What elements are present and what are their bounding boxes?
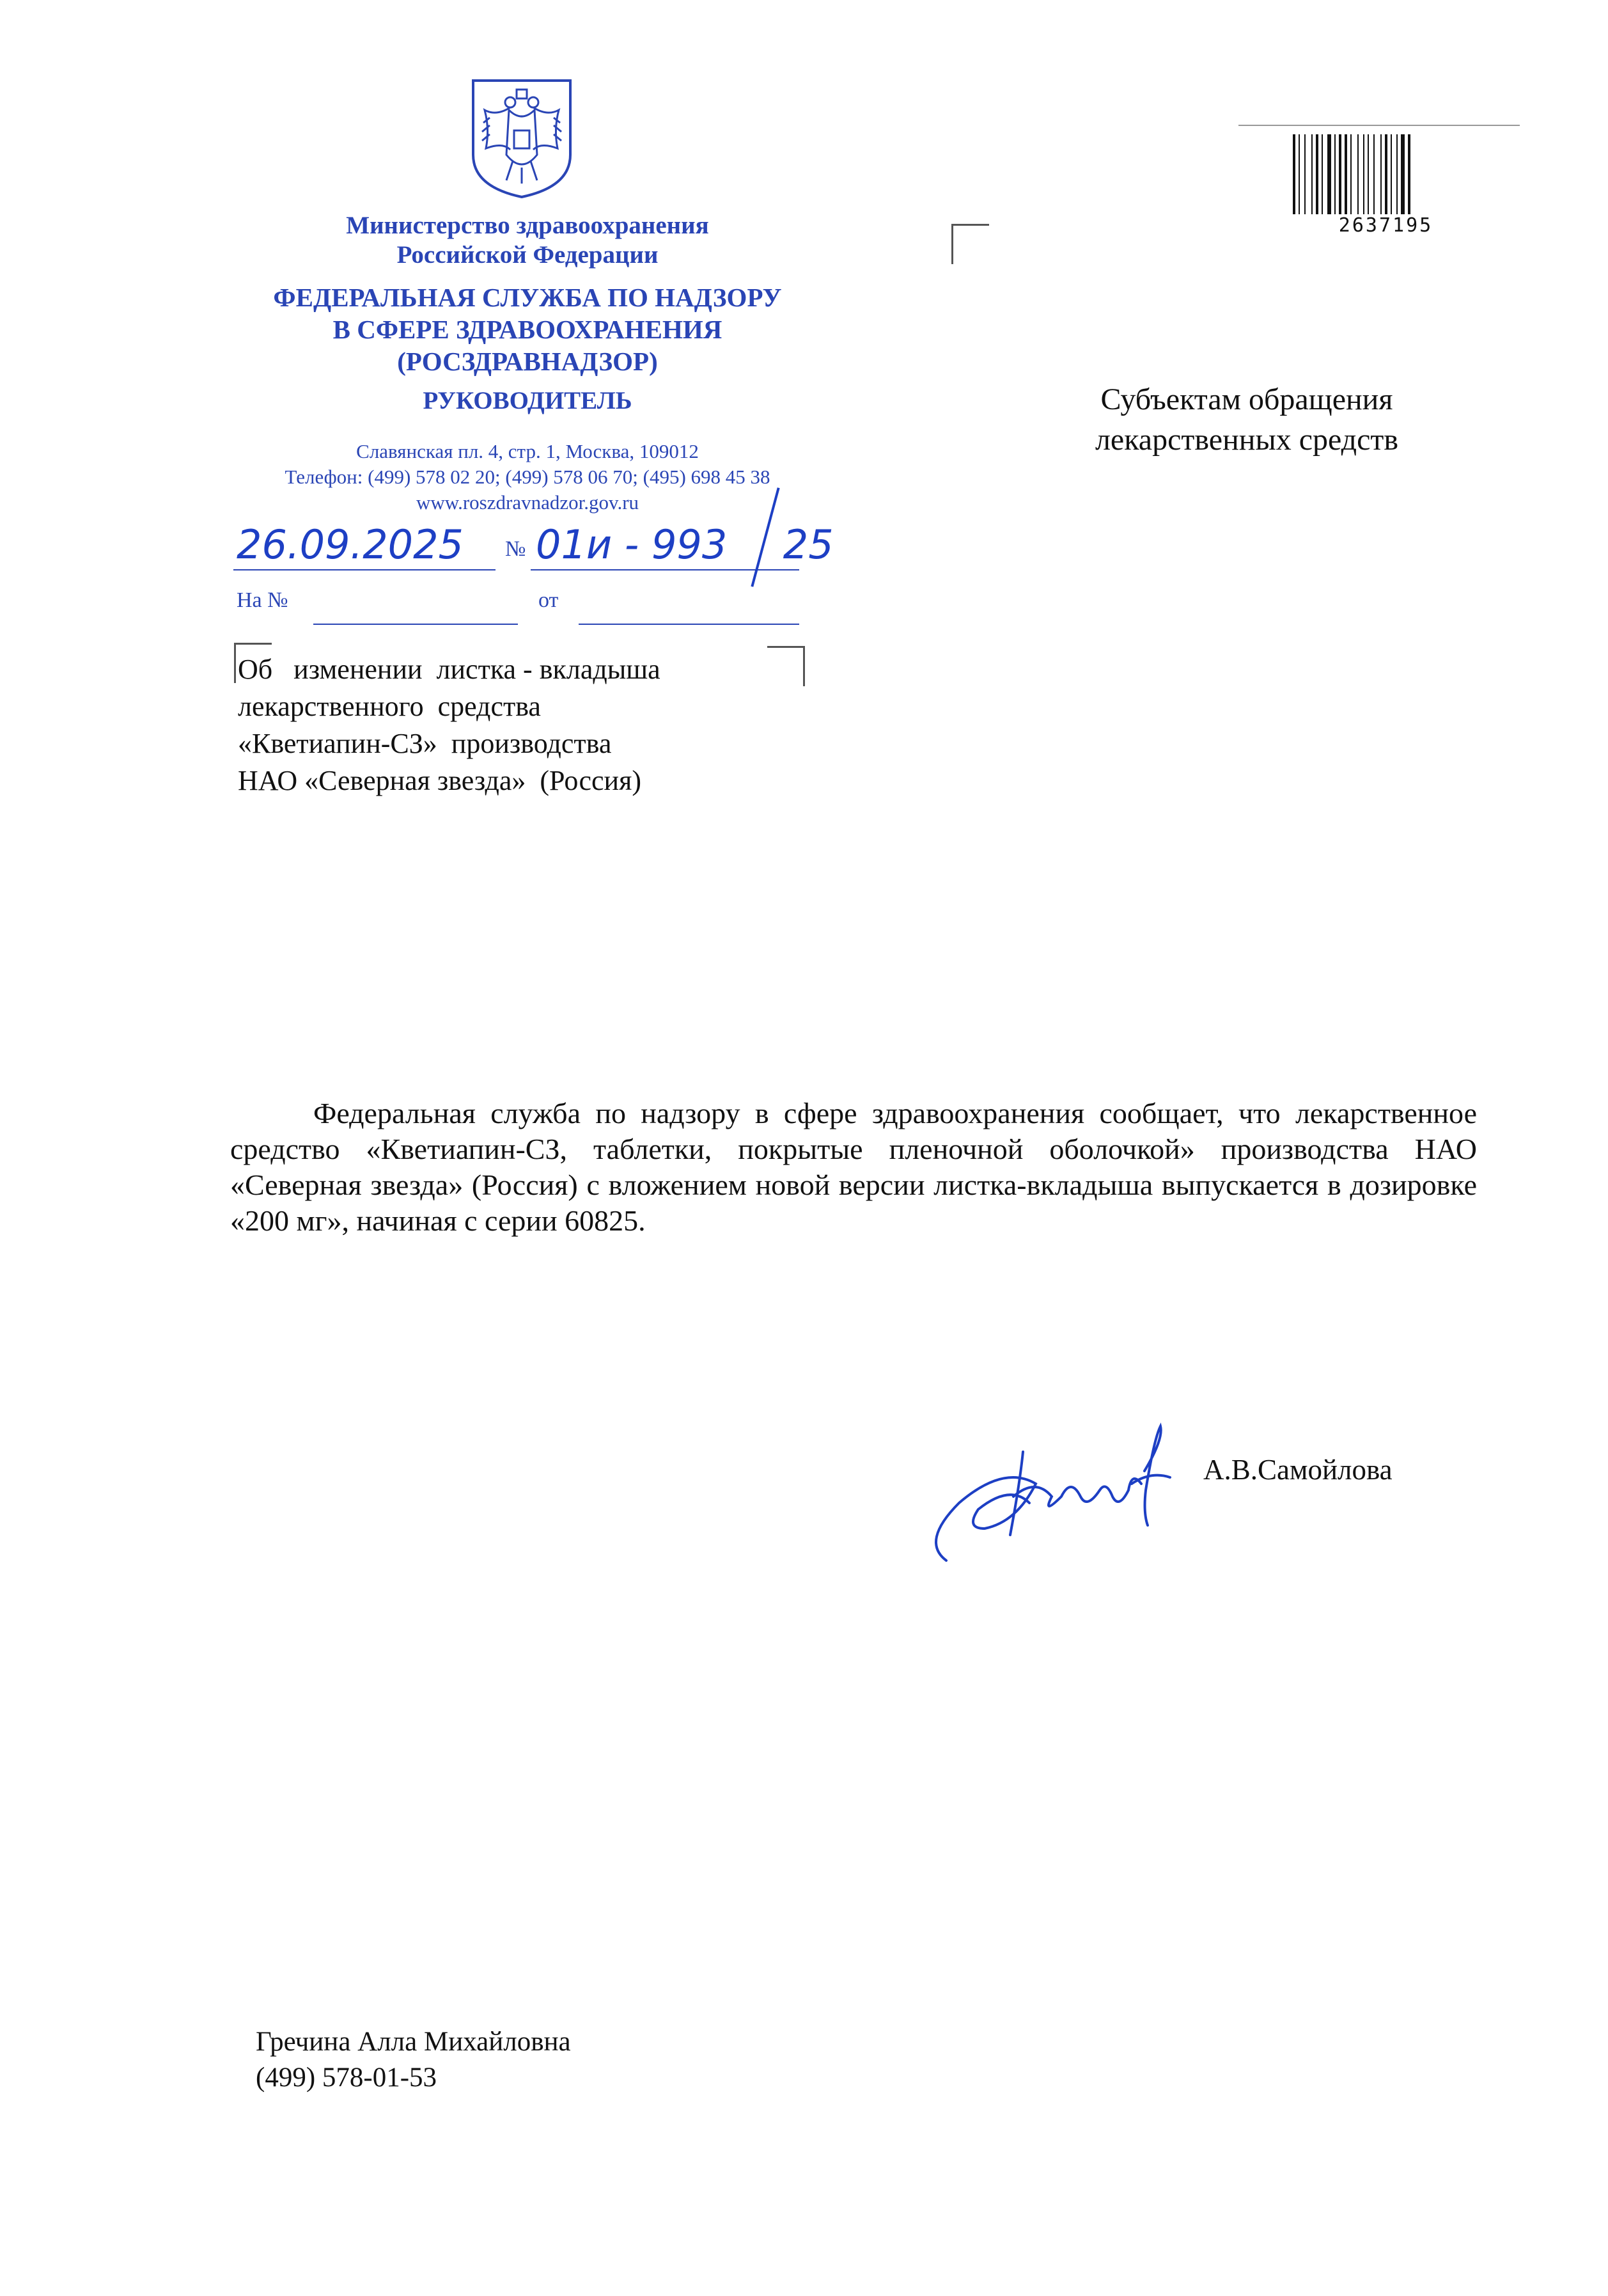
registration-number-main: 01и - 993: [536, 521, 728, 568]
from-label: от: [538, 588, 559, 612]
subject-line: Об изменении листка - вкладыша: [238, 654, 660, 685]
address-line: Телефон: (499) 578 02 20; (499) 578 06 70; (495) 698 45 38: [285, 466, 770, 488]
position-title: РУКОВОДИТЕЛЬ: [423, 387, 632, 414]
barcode-bar: [1311, 134, 1313, 214]
contact-name: Гречина Алла Михайловна: [256, 2027, 571, 2057]
address-line: Славянская пл. 4, стр. 1, Москва, 109012: [356, 440, 699, 462]
barcode-bar: [1368, 134, 1369, 214]
barcode-top-rule: [1238, 125, 1520, 126]
date-underline: [233, 569, 496, 570]
signer-name: А.В.Самойлова: [1203, 1454, 1393, 1486]
barcode-bar: [1327, 134, 1331, 214]
russian-coat-of-arms-icon: [471, 78, 573, 200]
signature: [908, 1401, 1240, 1567]
from-underline: [579, 624, 799, 625]
barcode-bar: [1299, 134, 1300, 214]
contact-block: [256, 2024, 571, 2096]
letter-subject: [238, 651, 813, 799]
barcode-bar: [1391, 134, 1392, 214]
service-name: [208, 281, 847, 377]
barcode-bar: [1322, 134, 1323, 214]
barcode-bar: [1385, 134, 1387, 214]
contact-phone: (499) 578-01-53: [256, 2063, 437, 2093]
website-link[interactable]: www.roszdravnadzor.gov.ru: [416, 491, 639, 514]
barcode-bar: [1316, 134, 1318, 214]
barcode-bar: [1380, 134, 1382, 214]
body-paragraph: Федеральная служба по надзору в сфере здравоохранения сообщает, что лекарственное средство «Кветиапин-СЗ, таблетки, покрытые пленочной оболочкой» производства НАО «Северная звезда» (Россия) с вложением новой версии листка-вкладыша выпускается в дозировке «200 мг», начиная с серии 60825.: [230, 1097, 1477, 1237]
ministry-line: Министерство здравоохранения: [346, 212, 709, 239]
subject-line: НАО «Северная звезда» (Россия): [238, 765, 641, 796]
number-label: №: [505, 537, 526, 561]
barcode-bar: [1350, 134, 1352, 214]
barcode-bar: [1373, 134, 1375, 214]
barcode-number: 2637195: [1338, 214, 1433, 237]
barcode-bar: [1401, 134, 1405, 214]
reference-label: На №: [237, 588, 288, 612]
barcode-bar: [1293, 134, 1295, 214]
reference-underline: [313, 624, 518, 625]
service-line: ФЕДЕРАЛЬНАЯ СЛУЖБА ПО НАДЗОРУ: [273, 283, 782, 312]
barcode-bar: [1396, 134, 1398, 214]
barcode-bar: [1304, 134, 1306, 214]
service-line: (РОСЗДРАВНАДЗОР): [397, 347, 658, 376]
service-line: В СФЕРЕ ЗДРАВООХРАНЕНИЯ: [332, 315, 722, 344]
registration-number: [536, 521, 834, 568]
recipient-corner-mark: [951, 224, 989, 264]
registration-number-suffix: 25: [783, 521, 834, 568]
barcode-bar: [1345, 134, 1347, 214]
recipient-line: Субъектам обращения: [1100, 382, 1393, 416]
number-underline: [531, 569, 799, 570]
ministry-name: [208, 211, 847, 270]
barcode-bar: [1363, 134, 1364, 214]
barcode-bar: [1334, 134, 1336, 214]
barcode-icon: [1292, 134, 1480, 214]
barcode-bar: [1408, 134, 1410, 214]
letterhead-address: [208, 439, 847, 515]
recipient: [997, 379, 1496, 460]
recipient-line: лекарственных средств: [1095, 423, 1399, 457]
ministry-line: Российской Федерации: [396, 241, 659, 269]
subject-line: «Кветиапин-СЗ» производства: [238, 728, 612, 759]
barcode-bar: [1357, 134, 1359, 214]
barcode-bar: [1339, 134, 1341, 214]
subject-line: лекарственного средства: [238, 691, 541, 722]
letter-body: [230, 1096, 1477, 1239]
registration-date: 26.09.2025: [237, 521, 464, 568]
